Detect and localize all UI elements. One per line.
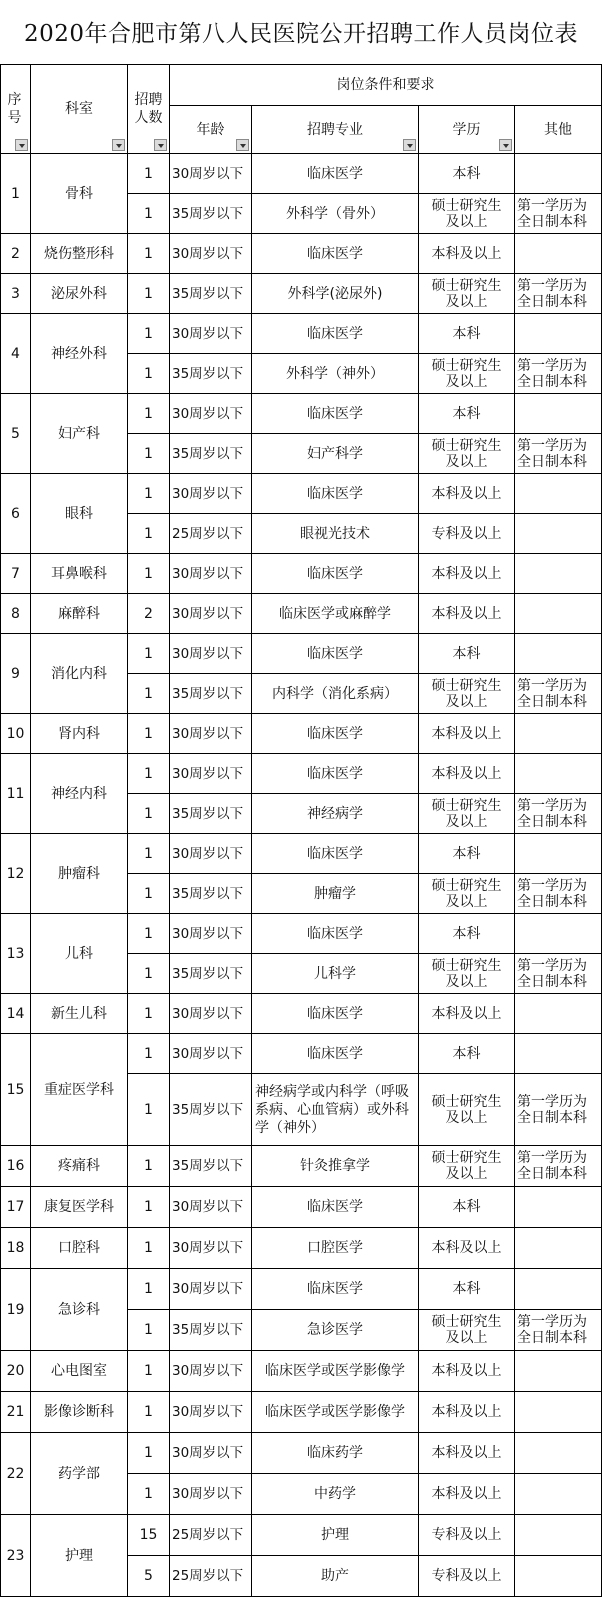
major-cell: 临床医学 — [252, 474, 419, 514]
count-cell: 1 — [128, 994, 170, 1034]
age-cell: 30周岁以下 — [170, 1474, 252, 1515]
major-cell: 临床医学或医学影像学 — [252, 1392, 419, 1433]
other-cell: 第一学历为全日制本科 — [515, 674, 602, 714]
age-cell: 30周岁以下 — [170, 914, 252, 954]
other-cell — [515, 1351, 602, 1392]
table-row — [1, 234, 602, 274]
other-cell — [515, 1433, 602, 1474]
table-row — [1, 154, 602, 194]
count-cell: 1 — [128, 354, 170, 394]
dept-cell: 儿科 — [31, 914, 128, 994]
count-cell: 1 — [128, 914, 170, 954]
seq-cell: 9 — [1, 634, 31, 714]
age-cell: 35周岁以下 — [170, 674, 252, 714]
major-cell: 临床医学 — [252, 234, 419, 274]
header-conditions: 岗位条件和要求 — [170, 65, 602, 106]
edu-cell: 本科及以上 — [419, 554, 515, 594]
seq-cell: 10 — [1, 714, 31, 754]
dept-cell: 新生儿科 — [31, 994, 128, 1034]
table-row — [1, 1351, 602, 1392]
edu-cell: 本科 — [419, 634, 515, 674]
seq-cell: 22 — [1, 1433, 31, 1515]
age-cell: 30周岁以下 — [170, 1034, 252, 1074]
major-cell: 临床医学 — [252, 1034, 419, 1074]
table-row — [1, 994, 602, 1034]
other-cell — [515, 1392, 602, 1433]
seq-cell: 5 — [1, 394, 31, 474]
seq-cell: 6 — [1, 474, 31, 554]
edu-cell: 专科及以上 — [419, 1515, 515, 1556]
age-cell: 25周岁以下 — [170, 1556, 252, 1597]
other-cell — [515, 714, 602, 754]
other-cell — [515, 1556, 602, 1597]
other-cell — [515, 234, 602, 274]
major-cell: 神经病学 — [252, 794, 419, 834]
positions-table — [0, 64, 602, 1597]
dept-cell: 药学部 — [31, 1433, 128, 1515]
major-cell: 内科学（消化系病） — [252, 674, 419, 714]
table-row — [1, 834, 602, 874]
table-row — [1, 1228, 602, 1269]
seq-cell: 8 — [1, 594, 31, 634]
edu-cell: 本科及以上 — [419, 1351, 515, 1392]
other-cell — [515, 554, 602, 594]
header-major — [252, 106, 419, 154]
major-cell: 临床医学 — [252, 394, 419, 434]
age-cell: 30周岁以下 — [170, 554, 252, 594]
other-cell: 第一学历为全日制本科 — [515, 1310, 602, 1351]
count-cell: 1 — [128, 954, 170, 994]
dept-cell: 重症医学科 — [31, 1034, 128, 1146]
age-cell: 35周岁以下 — [170, 274, 252, 314]
other-cell — [515, 314, 602, 354]
age-cell: 35周岁以下 — [170, 354, 252, 394]
edu-cell: 本科 — [419, 1034, 515, 1074]
count-cell: 15 — [128, 1515, 170, 1556]
major-cell: 临床医学或医学影像学 — [252, 1351, 419, 1392]
major-cell: 外科学（骨外） — [252, 194, 419, 234]
count-cell: 1 — [128, 1433, 170, 1474]
seq-cell: 14 — [1, 994, 31, 1034]
other-cell — [515, 1228, 602, 1269]
seq-cell: 19 — [1, 1269, 31, 1351]
major-cell: 临床医学 — [252, 634, 419, 674]
count-cell: 1 — [128, 274, 170, 314]
dept-cell: 肾内科 — [31, 714, 128, 754]
seq-cell: 23 — [1, 1515, 31, 1597]
header-count — [128, 65, 170, 154]
major-cell: 眼视光技术 — [252, 514, 419, 554]
dept-cell: 烧伤整形科 — [31, 234, 128, 274]
age-cell: 30周岁以下 — [170, 754, 252, 794]
edu-cell: 本科 — [419, 1269, 515, 1310]
dept-cell: 疼痛科 — [31, 1146, 128, 1187]
other-cell — [515, 514, 602, 554]
age-cell: 30周岁以下 — [170, 1433, 252, 1474]
header-seq — [1, 65, 31, 154]
edu-cell: 本科 — [419, 1187, 515, 1228]
count-cell: 1 — [128, 1146, 170, 1187]
other-cell — [515, 474, 602, 514]
seq-cell: 15 — [1, 1034, 31, 1146]
count-cell: 1 — [128, 874, 170, 914]
major-cell: 妇产科学 — [252, 434, 419, 474]
edu-cell: 本科及以上 — [419, 714, 515, 754]
table-row — [1, 594, 602, 634]
dept-cell: 耳鼻喉科 — [31, 554, 128, 594]
count-cell: 5 — [128, 1556, 170, 1597]
other-cell — [515, 754, 602, 794]
count-cell: 2 — [128, 594, 170, 634]
count-cell: 1 — [128, 314, 170, 354]
table-row — [1, 1034, 602, 1074]
major-cell: 临床医学 — [252, 994, 419, 1034]
edu-cell: 本科及以上 — [419, 1228, 515, 1269]
age-cell: 25周岁以下 — [170, 1515, 252, 1556]
major-cell: 临床药学 — [252, 1433, 419, 1474]
count-cell: 1 — [128, 394, 170, 434]
seq-cell: 1 — [1, 154, 31, 234]
age-cell: 35周岁以下 — [170, 434, 252, 474]
table-row — [1, 1392, 602, 1433]
count-cell: 1 — [128, 154, 170, 194]
edu-cell: 本科及以上 — [419, 754, 515, 794]
header-dept-label: 科室 — [65, 101, 93, 117]
edu-cell: 专科及以上 — [419, 514, 515, 554]
dept-cell: 神经外科 — [31, 314, 128, 394]
other-cell: 第一学历为全日制本科 — [515, 1074, 602, 1146]
edu-cell: 本科及以上 — [419, 594, 515, 634]
table-row — [1, 914, 602, 954]
table-row — [1, 1515, 602, 1556]
edu-cell: 硕士研究生及以上 — [419, 1146, 515, 1187]
other-cell — [515, 1515, 602, 1556]
other-cell — [515, 994, 602, 1034]
count-cell: 1 — [128, 1392, 170, 1433]
major-cell: 儿科学 — [252, 954, 419, 994]
major-cell: 临床医学或麻醉学 — [252, 594, 419, 634]
header-major-label: 招聘专业 — [307, 121, 363, 138]
table-row — [1, 474, 602, 514]
major-cell: 神经病学或内科学（呼吸系病、心血管病）或外科学（神外） — [252, 1074, 419, 1146]
table-row — [1, 1269, 602, 1310]
table-row — [1, 1146, 602, 1187]
other-cell: 第一学历为全日制本科 — [515, 194, 602, 234]
count-cell: 1 — [128, 634, 170, 674]
table-row — [1, 714, 602, 754]
edu-cell: 本科及以上 — [419, 474, 515, 514]
table-row — [1, 314, 602, 354]
count-cell: 1 — [128, 754, 170, 794]
age-cell: 30周岁以下 — [170, 994, 252, 1034]
seq-cell: 18 — [1, 1228, 31, 1269]
major-cell: 口腔医学 — [252, 1228, 419, 1269]
edu-cell: 硕士研究生及以上 — [419, 354, 515, 394]
edu-cell: 硕士研究生及以上 — [419, 674, 515, 714]
edu-cell: 硕士研究生及以上 — [419, 954, 515, 994]
header-edu-label: 学历 — [452, 121, 481, 138]
age-cell: 30周岁以下 — [170, 234, 252, 274]
age-cell: 30周岁以下 — [170, 1269, 252, 1310]
edu-cell: 本科 — [419, 394, 515, 434]
table-row — [1, 634, 602, 674]
age-cell: 35周岁以下 — [170, 954, 252, 994]
major-cell: 针灸推拿学 — [252, 1146, 419, 1187]
filter-dropdown-icon[interactable] — [112, 139, 125, 151]
dept-cell: 急诊科 — [31, 1269, 128, 1351]
seq-cell: 13 — [1, 914, 31, 994]
header-count-label: 招聘人数 — [134, 92, 163, 126]
age-cell: 35周岁以下 — [170, 1310, 252, 1351]
count-cell: 1 — [128, 834, 170, 874]
other-cell — [515, 634, 602, 674]
other-cell: 第一学历为全日制本科 — [515, 274, 602, 314]
header-edu — [419, 106, 515, 154]
edu-cell: 本科 — [419, 154, 515, 194]
dept-cell: 妇产科 — [31, 394, 128, 474]
age-cell: 30周岁以下 — [170, 634, 252, 674]
major-cell: 助产 — [252, 1556, 419, 1597]
major-cell: 临床医学 — [252, 154, 419, 194]
table-row — [1, 754, 602, 794]
table-row — [1, 274, 602, 314]
major-cell: 护理 — [252, 1515, 419, 1556]
other-cell — [515, 834, 602, 874]
age-cell: 30周岁以下 — [170, 834, 252, 874]
edu-cell: 本科 — [419, 914, 515, 954]
age-cell: 25周岁以下 — [170, 514, 252, 554]
count-cell: 1 — [128, 794, 170, 834]
seq-cell: 7 — [1, 554, 31, 594]
dept-cell: 心电图室 — [31, 1351, 128, 1392]
table-row — [1, 1187, 602, 1228]
dept-cell: 骨科 — [31, 154, 128, 234]
major-cell: 急诊医学 — [252, 1310, 419, 1351]
filter-dropdown-icon[interactable] — [15, 139, 28, 151]
major-cell: 临床医学 — [252, 314, 419, 354]
age-cell: 30周岁以下 — [170, 1351, 252, 1392]
count-cell: 1 — [128, 234, 170, 274]
count-cell: 1 — [128, 1474, 170, 1515]
edu-cell: 硕士研究生及以上 — [419, 274, 515, 314]
filter-dropdown-icon[interactable] — [154, 139, 167, 151]
age-cell: 35周岁以下 — [170, 194, 252, 234]
filter-dropdown-icon[interactable] — [499, 139, 512, 151]
dept-cell: 麻醉科 — [31, 594, 128, 634]
age-cell: 30周岁以下 — [170, 314, 252, 354]
edu-cell: 硕士研究生及以上 — [419, 1074, 515, 1146]
table-row — [1, 394, 602, 434]
seq-cell: 4 — [1, 314, 31, 394]
other-cell — [515, 914, 602, 954]
dept-cell: 护理 — [31, 1515, 128, 1597]
edu-cell: 硕士研究生及以上 — [419, 874, 515, 914]
age-cell: 30周岁以下 — [170, 1392, 252, 1433]
other-cell: 第一学历为全日制本科 — [515, 954, 602, 994]
other-cell — [515, 1187, 602, 1228]
other-cell: 第一学历为全日制本科 — [515, 434, 602, 474]
dept-cell: 泌尿外科 — [31, 274, 128, 314]
edu-cell: 本科 — [419, 314, 515, 354]
header-seq-label: 序号 — [7, 92, 22, 126]
age-cell: 30周岁以下 — [170, 1187, 252, 1228]
seq-cell: 12 — [1, 834, 31, 914]
count-cell: 1 — [128, 1187, 170, 1228]
seq-cell: 20 — [1, 1351, 31, 1392]
major-cell: 临床医学 — [252, 1187, 419, 1228]
other-cell — [515, 154, 602, 194]
dept-cell: 消化内科 — [31, 634, 128, 714]
seq-cell: 11 — [1, 754, 31, 834]
seq-cell: 21 — [1, 1392, 31, 1433]
major-cell: 肿瘤学 — [252, 874, 419, 914]
page-title: 2020年合肥市第八人民医院公开招聘工作人员岗位表 — [23, 21, 579, 47]
header-age — [170, 106, 252, 154]
age-cell: 30周岁以下 — [170, 714, 252, 754]
age-cell: 35周岁以下 — [170, 1146, 252, 1187]
header-dept — [31, 65, 128, 154]
other-cell: 第一学历为全日制本科 — [515, 794, 602, 834]
other-cell: 第一学历为全日制本科 — [515, 874, 602, 914]
major-cell: 外科学(泌尿外) — [252, 274, 419, 314]
count-cell: 1 — [128, 474, 170, 514]
other-cell — [515, 594, 602, 634]
edu-cell: 本科及以上 — [419, 1392, 515, 1433]
seq-cell: 16 — [1, 1146, 31, 1187]
major-cell: 外科学（神外） — [252, 354, 419, 394]
count-cell: 1 — [128, 514, 170, 554]
dept-cell: 眼科 — [31, 474, 128, 554]
age-cell: 30周岁以下 — [170, 1228, 252, 1269]
other-cell: 第一学历为全日制本科 — [515, 354, 602, 394]
other-cell: 第一学历为全日制本科 — [515, 1146, 602, 1187]
major-cell: 临床医学 — [252, 554, 419, 594]
other-cell — [515, 1474, 602, 1515]
major-cell: 临床医学 — [252, 914, 419, 954]
other-cell — [515, 1034, 602, 1074]
age-cell: 30周岁以下 — [170, 154, 252, 194]
age-cell: 35周岁以下 — [170, 1074, 252, 1146]
header-other — [515, 106, 602, 154]
major-cell: 临床医学 — [252, 834, 419, 874]
edu-cell: 硕士研究生及以上 — [419, 434, 515, 474]
header-age-label: 年龄 — [196, 121, 225, 138]
count-cell: 1 — [128, 434, 170, 474]
dept-cell: 康复医学科 — [31, 1187, 128, 1228]
table-body — [1, 154, 602, 1597]
major-cell: 临床医学 — [252, 714, 419, 754]
edu-cell: 本科及以上 — [419, 994, 515, 1034]
major-cell: 临床医学 — [252, 1269, 419, 1310]
count-cell: 1 — [128, 1269, 170, 1310]
major-cell: 中药学 — [252, 1474, 419, 1515]
count-cell: 1 — [128, 1074, 170, 1146]
table-row — [1, 1433, 602, 1474]
age-cell: 35周岁以下 — [170, 874, 252, 914]
age-cell: 30周岁以下 — [170, 594, 252, 634]
header-other-label: 其他 — [544, 121, 572, 138]
count-cell: 1 — [128, 1310, 170, 1351]
age-cell: 35周岁以下 — [170, 794, 252, 834]
seq-cell: 3 — [1, 274, 31, 314]
edu-cell: 专科及以上 — [419, 1556, 515, 1597]
edu-cell: 本科及以上 — [419, 234, 515, 274]
count-cell: 1 — [128, 714, 170, 754]
count-cell: 1 — [128, 1034, 170, 1074]
edu-cell: 本科及以上 — [419, 1433, 515, 1474]
age-cell: 30周岁以下 — [170, 394, 252, 434]
edu-cell: 本科 — [419, 834, 515, 874]
other-cell — [515, 1269, 602, 1310]
dept-cell: 神经内科 — [31, 754, 128, 834]
dept-cell: 口腔科 — [31, 1228, 128, 1269]
edu-cell: 本科及以上 — [419, 1474, 515, 1515]
seq-cell: 2 — [1, 234, 31, 274]
dept-cell: 肿瘤科 — [31, 834, 128, 914]
age-cell: 30周岁以下 — [170, 474, 252, 514]
count-cell: 1 — [128, 554, 170, 594]
count-cell: 1 — [128, 194, 170, 234]
filter-dropdown-icon[interactable] — [403, 139, 416, 151]
seq-cell: 17 — [1, 1187, 31, 1228]
other-cell — [515, 394, 602, 434]
edu-cell: 硕士研究生及以上 — [419, 1310, 515, 1351]
count-cell: 1 — [128, 1351, 170, 1392]
dept-cell: 影像诊断科 — [31, 1392, 128, 1433]
edu-cell: 硕士研究生及以上 — [419, 194, 515, 234]
count-cell: 1 — [128, 1228, 170, 1269]
major-cell: 临床医学 — [252, 754, 419, 794]
table-row — [1, 554, 602, 594]
count-cell: 1 — [128, 674, 170, 714]
edu-cell: 硕士研究生及以上 — [419, 794, 515, 834]
filter-dropdown-icon[interactable] — [236, 139, 249, 151]
